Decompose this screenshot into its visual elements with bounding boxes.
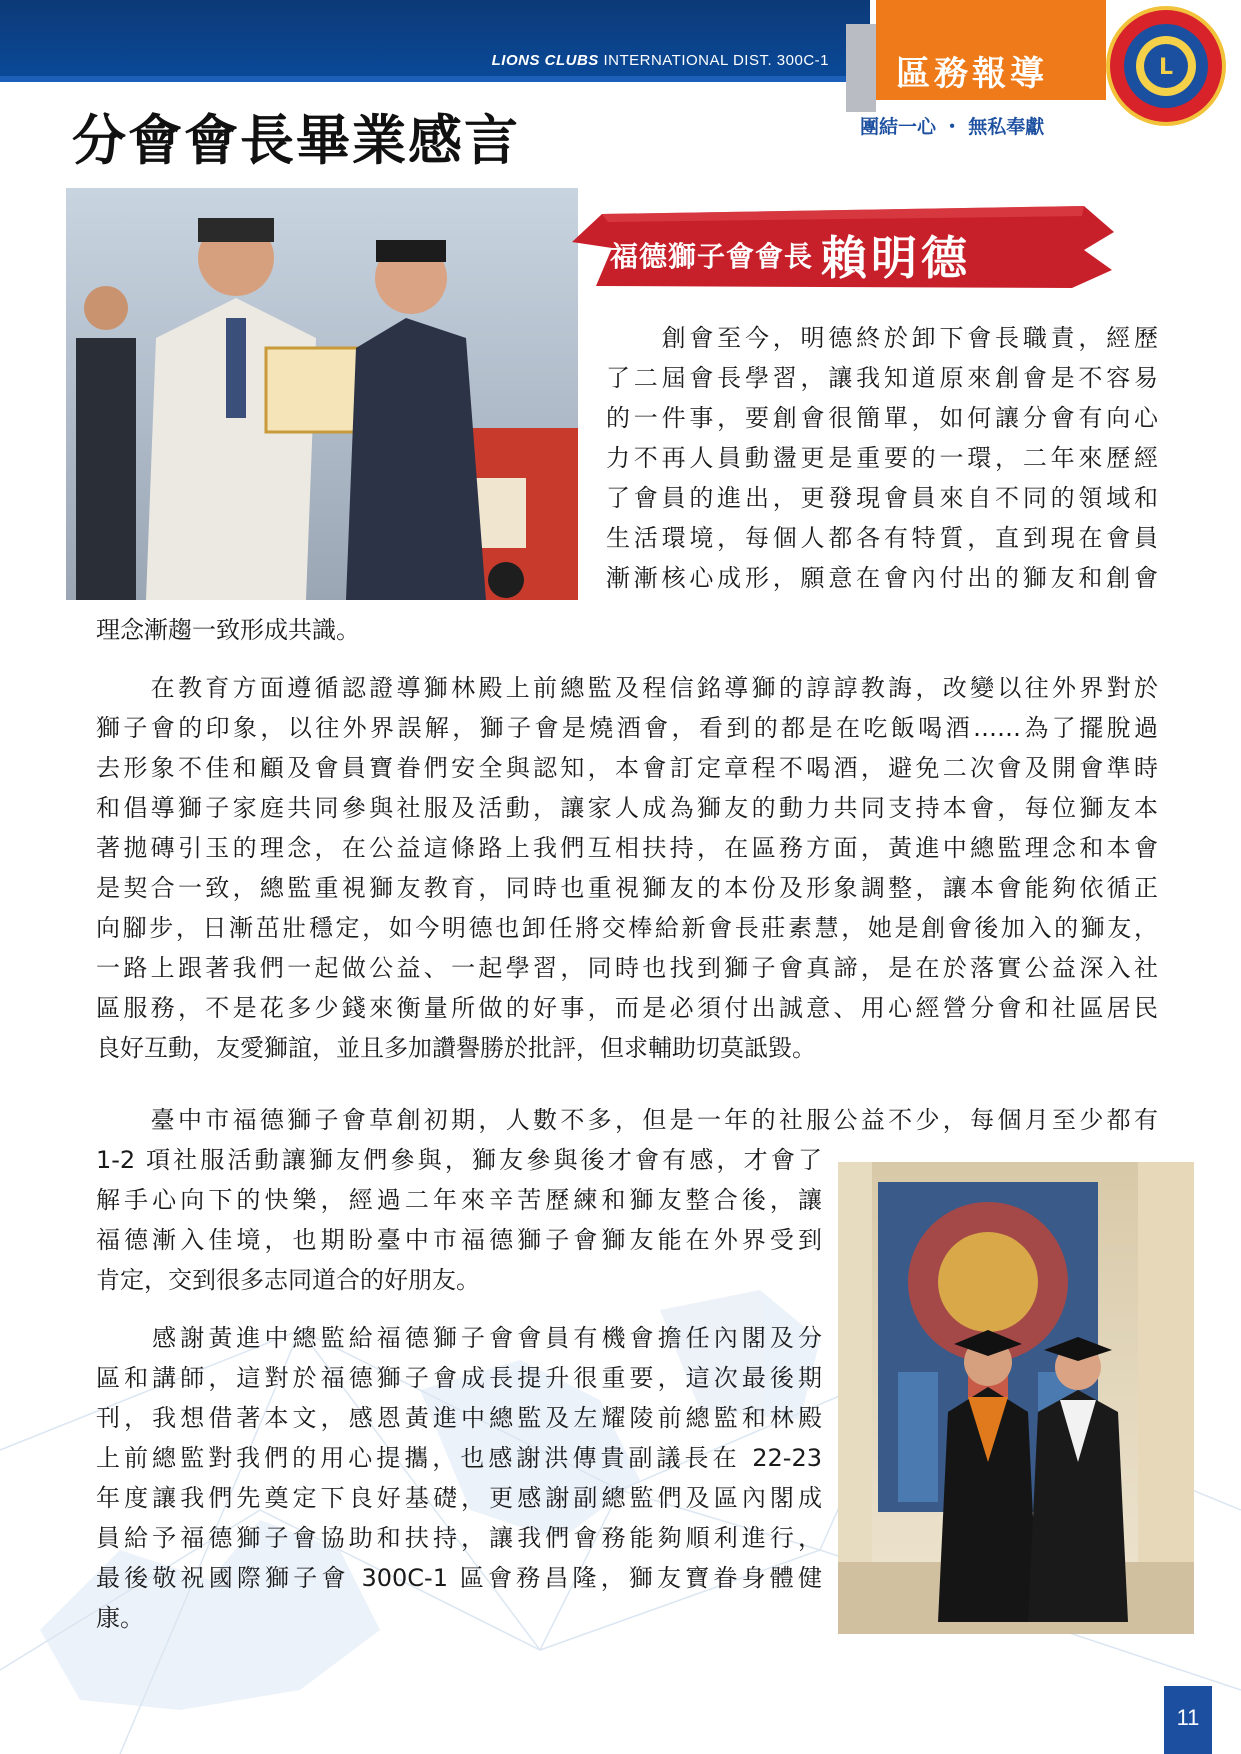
text-line: 去形象不佳和顧及會員寶眷們安全與認知，本會訂定章程不喝酒，避免二次會及開會準時: [96, 754, 1158, 782]
svg-text:L: L: [1158, 55, 1174, 80]
page-number: 11: [1164, 1686, 1212, 1754]
paragraph-2: [96, 668, 1158, 1068]
certificate-presentation-photo: [66, 188, 578, 600]
text-line: 康。: [96, 1604, 144, 1632]
text-line: 著拋磚引玉的理念，在公益這條路上我們互相扶持，在區務方面，黃進中總監理念和本會: [96, 834, 1158, 862]
president-name: 賴明德: [821, 231, 972, 285]
text-line: 生活環境，每個人都各有特質，直到現在會員: [606, 524, 1158, 552]
text-line: 了會員的進出，更發現會員來自不同的領域和: [606, 484, 1158, 512]
motto-text: 團結一心 ・ 無私奉獻: [860, 116, 1045, 138]
text-line: 年度讓我們先奠定下良好基礎，更感謝副總監們及區內閣成: [96, 1484, 822, 1512]
ribbon-title: [610, 222, 971, 288]
text-line: 刊，我想借著本文，感恩黃進中總監及左耀陵前總監和林殿: [96, 1404, 822, 1432]
text-line: 創會至今，明德終於卸下會長職責，經歷: [606, 324, 1158, 352]
text-line: 肯定，交到很多志同道合的好朋友。: [96, 1266, 480, 1294]
header-grey-tab: [846, 24, 876, 112]
text-line: 福德漸入佳境，也期盼臺中市福德獅子會獅友能在外界受到: [96, 1226, 822, 1254]
lions-district-emblem-icon: [1104, 4, 1228, 128]
organization-header: LIONS CLUBS INTERNATIONAL DIST. 300C-1: [491, 52, 829, 69]
paragraph-3: [96, 1140, 822, 1300]
graduation-photo: [838, 1162, 1194, 1634]
text-line: 了二屆會長學習，讓我知道原來創會是不容易: [606, 364, 1158, 392]
text-line: 的一件事，要創會很簡單，如何讓分會有向心: [606, 404, 1158, 432]
text-line: 在教育方面遵循認證導獅林殿上前總監及程信銘導獅的諄諄教誨，改變以往外界對於: [96, 674, 1158, 702]
text-line: 力不再人員動盪更是重要的一環，二年來歷經: [606, 444, 1158, 472]
text-line: 臺中市福德獅子會草創初期，人數不多，但是一年的社服公益不少，每個月至少都有: [96, 1106, 1158, 1134]
text-line: 和倡導獅子家庭共同參與社服及活動，讓家人成為獅友的動力共同支持本會，每位獅友本: [96, 794, 1158, 822]
text-line: 區服務，不是花多少錢來衡量所做的好事，而是必須付出誠意、用心經營分會和社區居民: [96, 994, 1158, 1022]
text-line: 1-2 項社服活動讓獅友們參與，獅友參與後才會有感，才會了: [96, 1146, 822, 1174]
text-line: 一路上跟著我們一起做公益、一起學習，同時也找到獅子會真諦，是在於落實公益深入社: [96, 954, 1158, 982]
paragraph-1-tail: [96, 610, 1158, 650]
text-line: 向腳步，日漸茁壯穩定，如今明德也卸任將交棒給新會長莊素慧，她是創會後加入的獅友，: [96, 914, 1158, 942]
text-line: 漸漸核心成形，願意在會內付出的獅友和創會: [606, 564, 1158, 592]
text-line: 最後敬祝國際獅子會 300C-1 區會務昌隆，獅友寶眷身體健: [96, 1564, 822, 1592]
text-line: 獅子會的印象，以往外界誤解，獅子會是燒酒會，看到的都是在吃飯喝酒……為了擺脫過: [96, 714, 1158, 742]
paragraph-1: [606, 318, 1158, 598]
text-line: 感謝黃進中總監給福德獅子會會員有機會擔任內閣及分: [96, 1324, 822, 1352]
text-line: 理念漸趨一致形成共識。: [96, 616, 360, 644]
club-president-label: 福德獅子會會長: [610, 240, 814, 273]
paragraph-3-first-line: [96, 1100, 1158, 1140]
text-line: 解手心向下的快樂，經過二年來辛苦歷練和獅友整合後，讓: [96, 1186, 822, 1214]
text-line: 區和講師，這對於福德獅子會成長提升很重要，這次最後期: [96, 1364, 822, 1392]
text-line: 上前總監對我們的用心提攜，也感謝洪傳貴副議長在 22-23: [96, 1444, 822, 1472]
text-line: 良好互動，友愛獅誼，並且多加讚譽勝於批評，但求輔助切莫詆毀。: [96, 1034, 816, 1062]
header-stripe: [0, 76, 870, 82]
section-title: 區務報導: [896, 54, 1048, 94]
text-line: 是契合一致，總監重視獅友教育，同時也重視獅友的本份及形象調整，讓本會能夠依循正: [96, 874, 1158, 902]
header-band: [0, 0, 870, 82]
text-line: 員給予福德獅子會協助和扶持，讓我們會務能夠順利進行，: [96, 1524, 822, 1552]
paragraph-4: [96, 1318, 822, 1638]
page-title: 分會會長畢業感言: [72, 109, 520, 172]
